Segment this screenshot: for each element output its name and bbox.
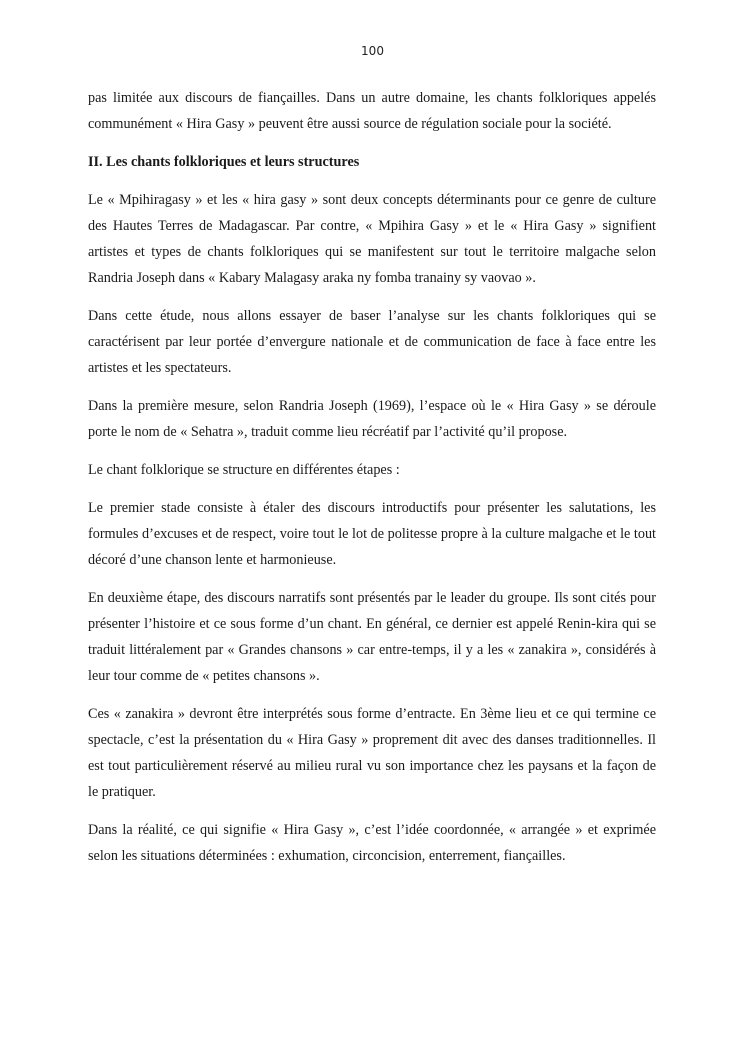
paragraph-structure: Le chant folklorique se structure en différentes étapes :: [88, 462, 400, 478]
section-heading: II. Les chants folkloriques et leurs structures: [88, 154, 360, 170]
page-number: 100: [361, 44, 384, 58]
paragraph-second-stage: En deuxième étape, des discours narratifs sont présentés par le leader du groupe. Ils sont cités pour présenter l’histoire et ce sous forme d’un chant. En général, ce dernier est appelé Renin-kira qui se traduit littéralement par « Grandes chansons » car entre-temps, il y a les « zanakira », considérés à leur tour comme de « petites chansons ».: [88, 590, 656, 684]
paragraph-intro: pas limitée aux discours de fiançailles. Dans un autre domaine, les chants folkloriques appelés communément « Hira Gasy » peuvent être aussi source de régulation sociale pour la société.: [88, 90, 656, 132]
paragraph-reality: Dans la réalité, ce qui signifie « Hira Gasy », c’est l’idée coordonnée, « arrangée » et exprimée selon les situations déterminées : exhumation, circoncision, enterrement, fiançailles.: [88, 822, 656, 864]
paragraph-study: Dans cette étude, nous allons essayer de baser l’analyse sur les chants folkloriques qui se caractérisent par leur portée d’envergure nationale et de communication de face à face entre les artistes et les spectateurs.: [88, 308, 656, 376]
paragraph-first-stage: Le premier stade consiste à étaler des discours introductifs pour présenter les salutations, les formules d’excuses et de respect, voire tout le lot de politesse propre à la culture malgache et le tout décoré d’une chanson lente et harmonieuse.: [88, 500, 656, 568]
paragraph-sehatra: Dans la première mesure, selon Randria Joseph (1969), l’espace où le « Hira Gasy » se déroule porte le nom de « Sehatra », traduit comme lieu récréatif par l’activité qu’il propose.: [88, 398, 656, 440]
paragraph-zanakira: Ces « zanakira » devront être interprétés sous forme d’entracte. En 3ème lieu et ce qui termine ce spectacle, c’est la présentation du « Hira Gasy » proprement dit avec des danses traditionnelles. Il est tout particulièrement réservé au milieu rural vu son importance chez les paysans et la façon de le pratiquer.: [88, 706, 656, 800]
paragraph-concepts: Le « Mpihiragasy » et les « hira gasy » sont deux concepts déterminants pour ce genre de culture des Hautes Terres de Madagascar. Par contre, « Mpihira Gasy » et le « Hira Gasy » signifient artistes et types de chants folkloriques qui se manifestent sur tout le territoire malgache selon Randria Joseph dans « Kabary Malagasy araka ny fomba tranainy sy vaovao ».: [88, 192, 656, 286]
document-body: [88, 85, 656, 881]
